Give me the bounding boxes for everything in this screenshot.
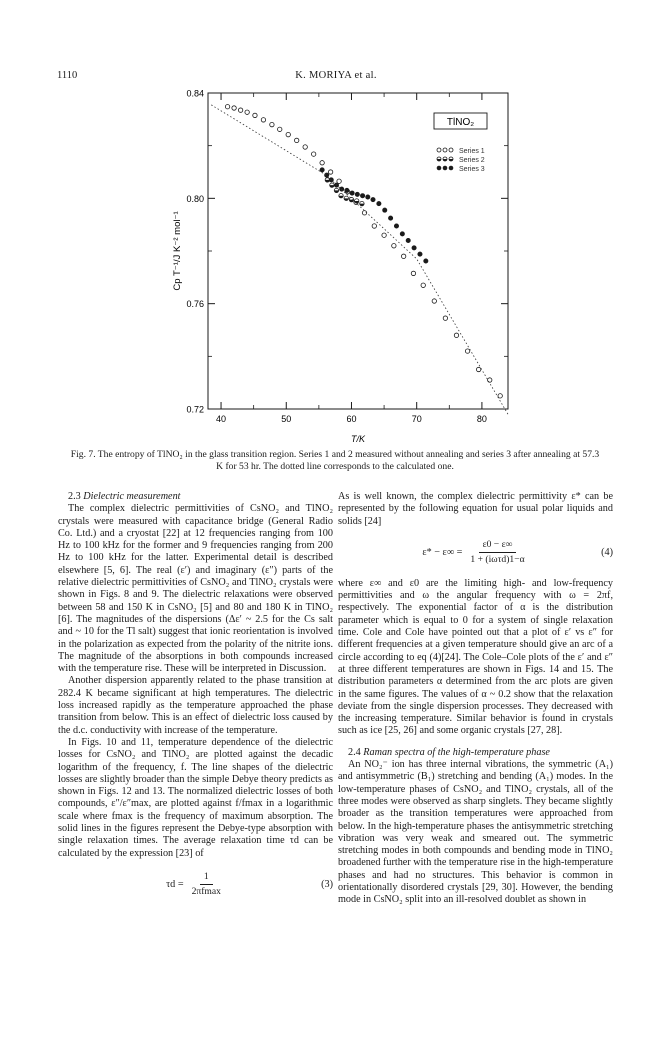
data-point — [372, 224, 376, 228]
data-point — [261, 118, 265, 122]
running-head: K. MORIYA et al. — [295, 70, 377, 81]
legend-marker — [437, 166, 441, 170]
data-point — [366, 195, 370, 199]
x-tick-label: 40 — [216, 414, 227, 424]
data-point — [360, 194, 364, 198]
equation-fraction — [466, 539, 528, 567]
right-column — [338, 491, 613, 907]
data-point — [245, 110, 249, 114]
data-point — [400, 232, 404, 236]
equation-numerator: ε0 − ε∞ — [479, 539, 517, 553]
legend-marker — [437, 157, 441, 161]
data-point — [476, 367, 480, 371]
data-point — [421, 283, 425, 287]
data-point — [330, 183, 334, 187]
data-point — [401, 254, 405, 258]
paragraph: The complex dielectric permittivities of CsNO₂ and TlNO₂ crystals were measured with capacitance bridge (General Radio Co. Ltd.) and a cryostat [22] at 12 frequencies ranging from 100 Hz to 100 kHz for the former and 9 frequencies ranging from 200 Hz to 100 kHz for the latter. Experimental detail is described elsewhere [5, 6]. The real (ε′) and imaginary (ε″) parts of the relative dielectric permittivities of CsNO₂ and TlNO₂ crystals were shown in Figs. 8 and 9. The dielectric relaxations were observed between 58 and 150 K in CsNO₂ [5] and 80 and 180 K in TlNO₂ [6]. The magnitudes of the dispersions (Δε′ ~ 2.5 for the Cs salt and ~ 10 for the Tl salt) suggest that ionic reorientation is involved in the polarization as expected from the polarity of the nitrite ions. The magnitude of the absorptions in both compounds increased with the temperature rise. These will be interpreted in Discussion. — [58, 503, 333, 675]
legend-marker — [443, 148, 447, 152]
left-column — [58, 491, 333, 910]
legend-label: Series 3 — [459, 166, 485, 173]
data-point — [339, 187, 343, 191]
data-point — [383, 208, 387, 212]
paragraph: An NO₂⁻ ion has three internal vibrations, the symmetric (A₁) and antisymmetric (B₁) stretching and bending (A₁) modes. In the low-temperature phases of CsNO₂ and TlNO₂ crystals, all of the three modes were observed as sharp singlets. They became slightly broader as the transition temperatures were approached from below. In the high-temperature phases the antisymmetric stretching vibration was very weak and smeared out. The symmetric stretching modes in both compounds and bending mode in TlNO₂ broadened further with the temperature rise in the high-temperature phases and had no structures. This behavior is common in orientationally disordered crystals [29, 30]. However, the bending mode in CsNO₂ split into an ill-resolved doublet as shown in — [338, 759, 613, 906]
data-point — [311, 152, 315, 156]
data-point — [253, 113, 257, 117]
y-tick-label: 0.80 — [186, 193, 204, 204]
equation-4 — [338, 533, 613, 573]
data-point — [355, 192, 359, 196]
legend-marker — [449, 148, 453, 152]
paragraph: As is well known, the complex dielectric permittivity ε* can be represented by the following equation for usual polar liquids and solids [24] — [338, 491, 613, 527]
data-point — [294, 138, 298, 142]
section-heading-2-3 — [58, 491, 333, 503]
data-point — [424, 259, 428, 263]
section-heading-2-4 — [338, 747, 613, 759]
data-point — [344, 196, 348, 200]
data-point — [418, 252, 422, 256]
data-point — [328, 170, 332, 174]
x-tick-label: 70 — [411, 414, 422, 424]
plot-frame — [208, 93, 508, 409]
data-point — [498, 394, 502, 398]
compound-label-box — [434, 113, 487, 129]
data-point — [454, 333, 458, 337]
legend-marker — [443, 157, 447, 161]
x-tick-label: 80 — [476, 414, 487, 424]
data-point — [320, 161, 324, 165]
data-point — [232, 106, 236, 110]
legend-label: Series 2 — [459, 157, 485, 164]
data-point — [392, 244, 396, 248]
equation-denominator: 2πfmax — [191, 886, 221, 898]
section-number: 2.4 — [348, 746, 361, 758]
data-point — [320, 168, 324, 172]
data-point — [465, 349, 469, 353]
equation-number: (3) — [321, 878, 333, 890]
section-title: Raman spectra of the high-temperature phase — [363, 746, 550, 758]
data-point — [377, 201, 381, 205]
data-point — [337, 179, 341, 183]
entropy-figure — [150, 88, 520, 448]
legend-marker — [437, 148, 441, 152]
data-point — [303, 145, 307, 149]
equation-numerator: 1 — [200, 871, 213, 885]
data-point — [324, 173, 328, 177]
legend-label: Series 1 — [459, 148, 485, 155]
data-point — [339, 194, 343, 198]
data-point — [394, 224, 398, 228]
equation-fraction — [188, 871, 225, 899]
y-axis-label: Cp T⁻¹/J K⁻² mol⁻¹ — [172, 211, 183, 291]
equation-denominator: 1 + (iωτd)1−α — [470, 554, 525, 566]
data-point — [411, 271, 415, 275]
data-point — [360, 201, 364, 205]
y-tick-label: 0.72 — [186, 404, 204, 415]
x-tick-label: 50 — [281, 414, 292, 424]
data-point — [334, 188, 338, 192]
equation-3 — [58, 865, 333, 905]
figure-caption: Fig. 7. The entropy of TlNO₂ in the glass transition region. Series 1 and 2 measured without annealing and series 3 after annealing at 57.3 K for 53 hr. The dotted line corresponds to the calculated one. — [70, 449, 600, 472]
legend-marker — [443, 166, 447, 170]
data-point — [286, 132, 290, 136]
paragraph: Another dispersion apparently related to the phase transition at 282.4 K became significant at high temperatures. The dielectric loss increased rapidly as the temperature approached the phase transition from below. This is an effect of dielectric loss caused by the d.c. conductivity with increase of the temperature. — [58, 675, 333, 736]
data-point — [488, 378, 492, 382]
data-point — [432, 299, 436, 303]
data-point — [382, 233, 386, 237]
legend-marker — [449, 157, 453, 161]
compound-label: TlNO₂ — [446, 117, 475, 128]
data-point — [371, 197, 375, 201]
x-axis-label: T/K — [350, 434, 366, 444]
equation-lhs: ε* − ε∞ = — [422, 546, 463, 558]
equation-lhs: τd = — [166, 878, 184, 890]
data-point — [388, 216, 392, 220]
chart-legend — [437, 148, 485, 173]
y-tick-label: 0.76 — [186, 299, 204, 310]
data-point — [225, 104, 229, 108]
data-point — [270, 122, 274, 126]
data-point — [345, 188, 349, 192]
section-title: Dielectric measurement — [83, 491, 181, 502]
x-tick-label: 60 — [346, 414, 357, 424]
data-point — [278, 127, 282, 131]
paragraph: where ε∞ and ε0 are the limiting high- and low-frequency permittivities and ω the angular frequency with ω = 2πf, respectively. The exponential factor of α is the distribution parameter which is equal to 0 for a system of single relaxation time. Cole and Cole have pointed out that a plot of ε′ vs ε″ for different frequencies at a given temperature should give an arc of a circle according to eq (4)[24]. The Cole–Cole plots of the ε′ and ε″ at three different temperatures are shown in Figs. 14 and 15. The distribution parameters α determined from the arc plots are given in the same figures. The values of α ~ 0.2 show that the relaxation deviate from the single dispersion processes. They decreased with the increasing temperature. Similar behavior is found in crystals such as ice [25, 26] and some organic crystals [27, 28]. — [338, 577, 613, 737]
legend-marker — [449, 166, 453, 170]
data-point — [412, 246, 416, 250]
section-number: 2.3 — [68, 491, 81, 502]
page-number: 1110 — [57, 70, 78, 81]
series-3 — [320, 168, 428, 264]
page-header — [57, 70, 615, 84]
paragraph: In Figs. 10 and 11, temperature dependence of the dielectric losses for CsNO₂ and TlNO₂ are plotted against the decadic logarithm of the frequency, f. The line shapes of the dielectric losses are slightly broader than the simple Debye theory predicts as shown in Figs. 12 and 13. The normalized dielectric losses of both compounds, ε″/ε″max, are plotted against f/fmax in a logarithmic scale where fmax is the frequency of maximum absorption. The solid lines in the figures represent the Debye-type absorption with single relaxation times. The average relaxation time τd can be calculated by the expression [23] of — [58, 736, 333, 859]
equation-number: (4) — [601, 546, 613, 558]
data-point — [406, 238, 410, 242]
data-point — [443, 316, 447, 320]
data-point — [350, 191, 354, 195]
entropy-chart — [150, 88, 520, 448]
data-point — [238, 108, 242, 112]
y-tick-label: 0.84 — [186, 88, 204, 99]
data-point — [362, 211, 366, 215]
